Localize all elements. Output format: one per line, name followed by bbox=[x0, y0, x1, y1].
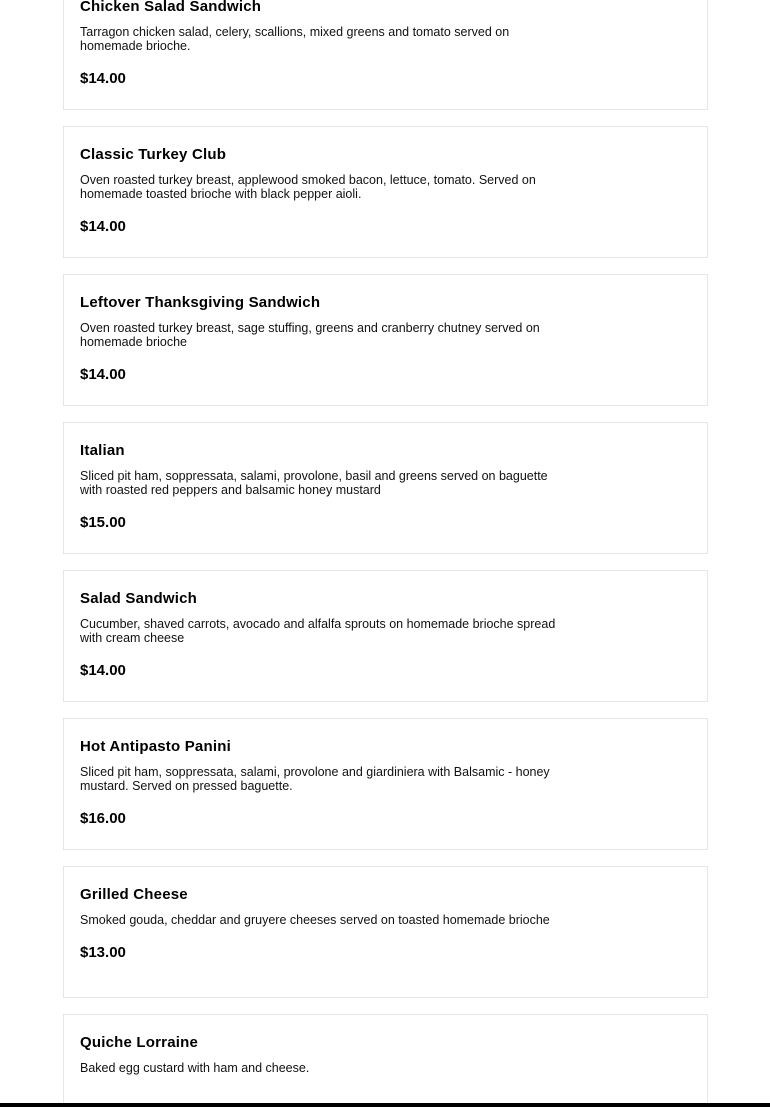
menu-item-name: Hot Antipasto Panini bbox=[80, 738, 231, 755]
menu-item-name: Salad Sandwich bbox=[80, 590, 197, 607]
menu-item-card[interactable] bbox=[63, 866, 708, 998]
menu-item-name: Grilled Cheese bbox=[80, 886, 188, 903]
menu-item-description: Sliced pit ham, soppressata, salami, provolone and giardiniera with Balsamic - honey mustard. Served on pressed baguette. bbox=[80, 765, 550, 793]
menu-item-name: Chicken Salad Sandwich bbox=[80, 0, 262, 15]
menu-item-name: Quiche Lorraine bbox=[80, 1034, 199, 1051]
menu-item-description: Cucumber, shaved carrots, avocado and alfalfa sprouts on homemade brioche spread with cream cheese bbox=[80, 617, 556, 645]
menu-item-card[interactable] bbox=[63, 422, 708, 554]
menu-item-description: Oven roasted turkey breast, applewood smoked bacon, lettuce, tomato. Served on homemade toasted brioche with black pepper aioli. bbox=[80, 173, 536, 201]
menu-item-card[interactable] bbox=[63, 126, 708, 258]
menu-item-card[interactable] bbox=[63, 1014, 708, 1107]
menu-item-description: Oven roasted turkey breast, sage stuffing, greens and cranberry chutney served on homemade brioche bbox=[80, 321, 540, 349]
menu-item-card[interactable] bbox=[63, 718, 708, 850]
menu-item-description: Tarragon chicken salad, celery, scallions, mixed greens and tomato served on homemade brioche. bbox=[80, 25, 510, 53]
menu-item-description: Smoked gouda, cheddar and gruyere cheeses served on toasted homemade brioche bbox=[80, 913, 550, 927]
menu-item-price: $14.00 bbox=[80, 662, 126, 679]
menu-item-card[interactable] bbox=[63, 0, 708, 110]
menu-item-list bbox=[63, 0, 708, 1107]
menu-item-price: $15.00 bbox=[80, 514, 126, 531]
menu-item-description: Baked egg custard with ham and cheese. bbox=[80, 1061, 310, 1075]
menu-item-card[interactable] bbox=[63, 274, 708, 406]
menu-item-description: Sliced pit ham, soppressata, salami, provolone, basil and greens served on baguette with roasted red peppers and balsamic honey mustard bbox=[80, 469, 548, 497]
menu-item-price: $14.00 bbox=[80, 70, 126, 87]
menu-item-card[interactable] bbox=[63, 570, 708, 702]
menu-item-name: Classic Turkey Club bbox=[80, 146, 227, 163]
bottom-edge-bar bbox=[0, 1103, 770, 1107]
menu-item-price: $14.00 bbox=[80, 366, 126, 383]
menu-item-price: $13.00 bbox=[80, 944, 126, 961]
menu-item-price: $16.00 bbox=[80, 810, 126, 827]
menu-item-price: $14.00 bbox=[80, 218, 126, 235]
menu-item-name: Italian bbox=[80, 442, 125, 459]
menu-item-name: Leftover Thanksgiving Sandwich bbox=[80, 294, 321, 311]
